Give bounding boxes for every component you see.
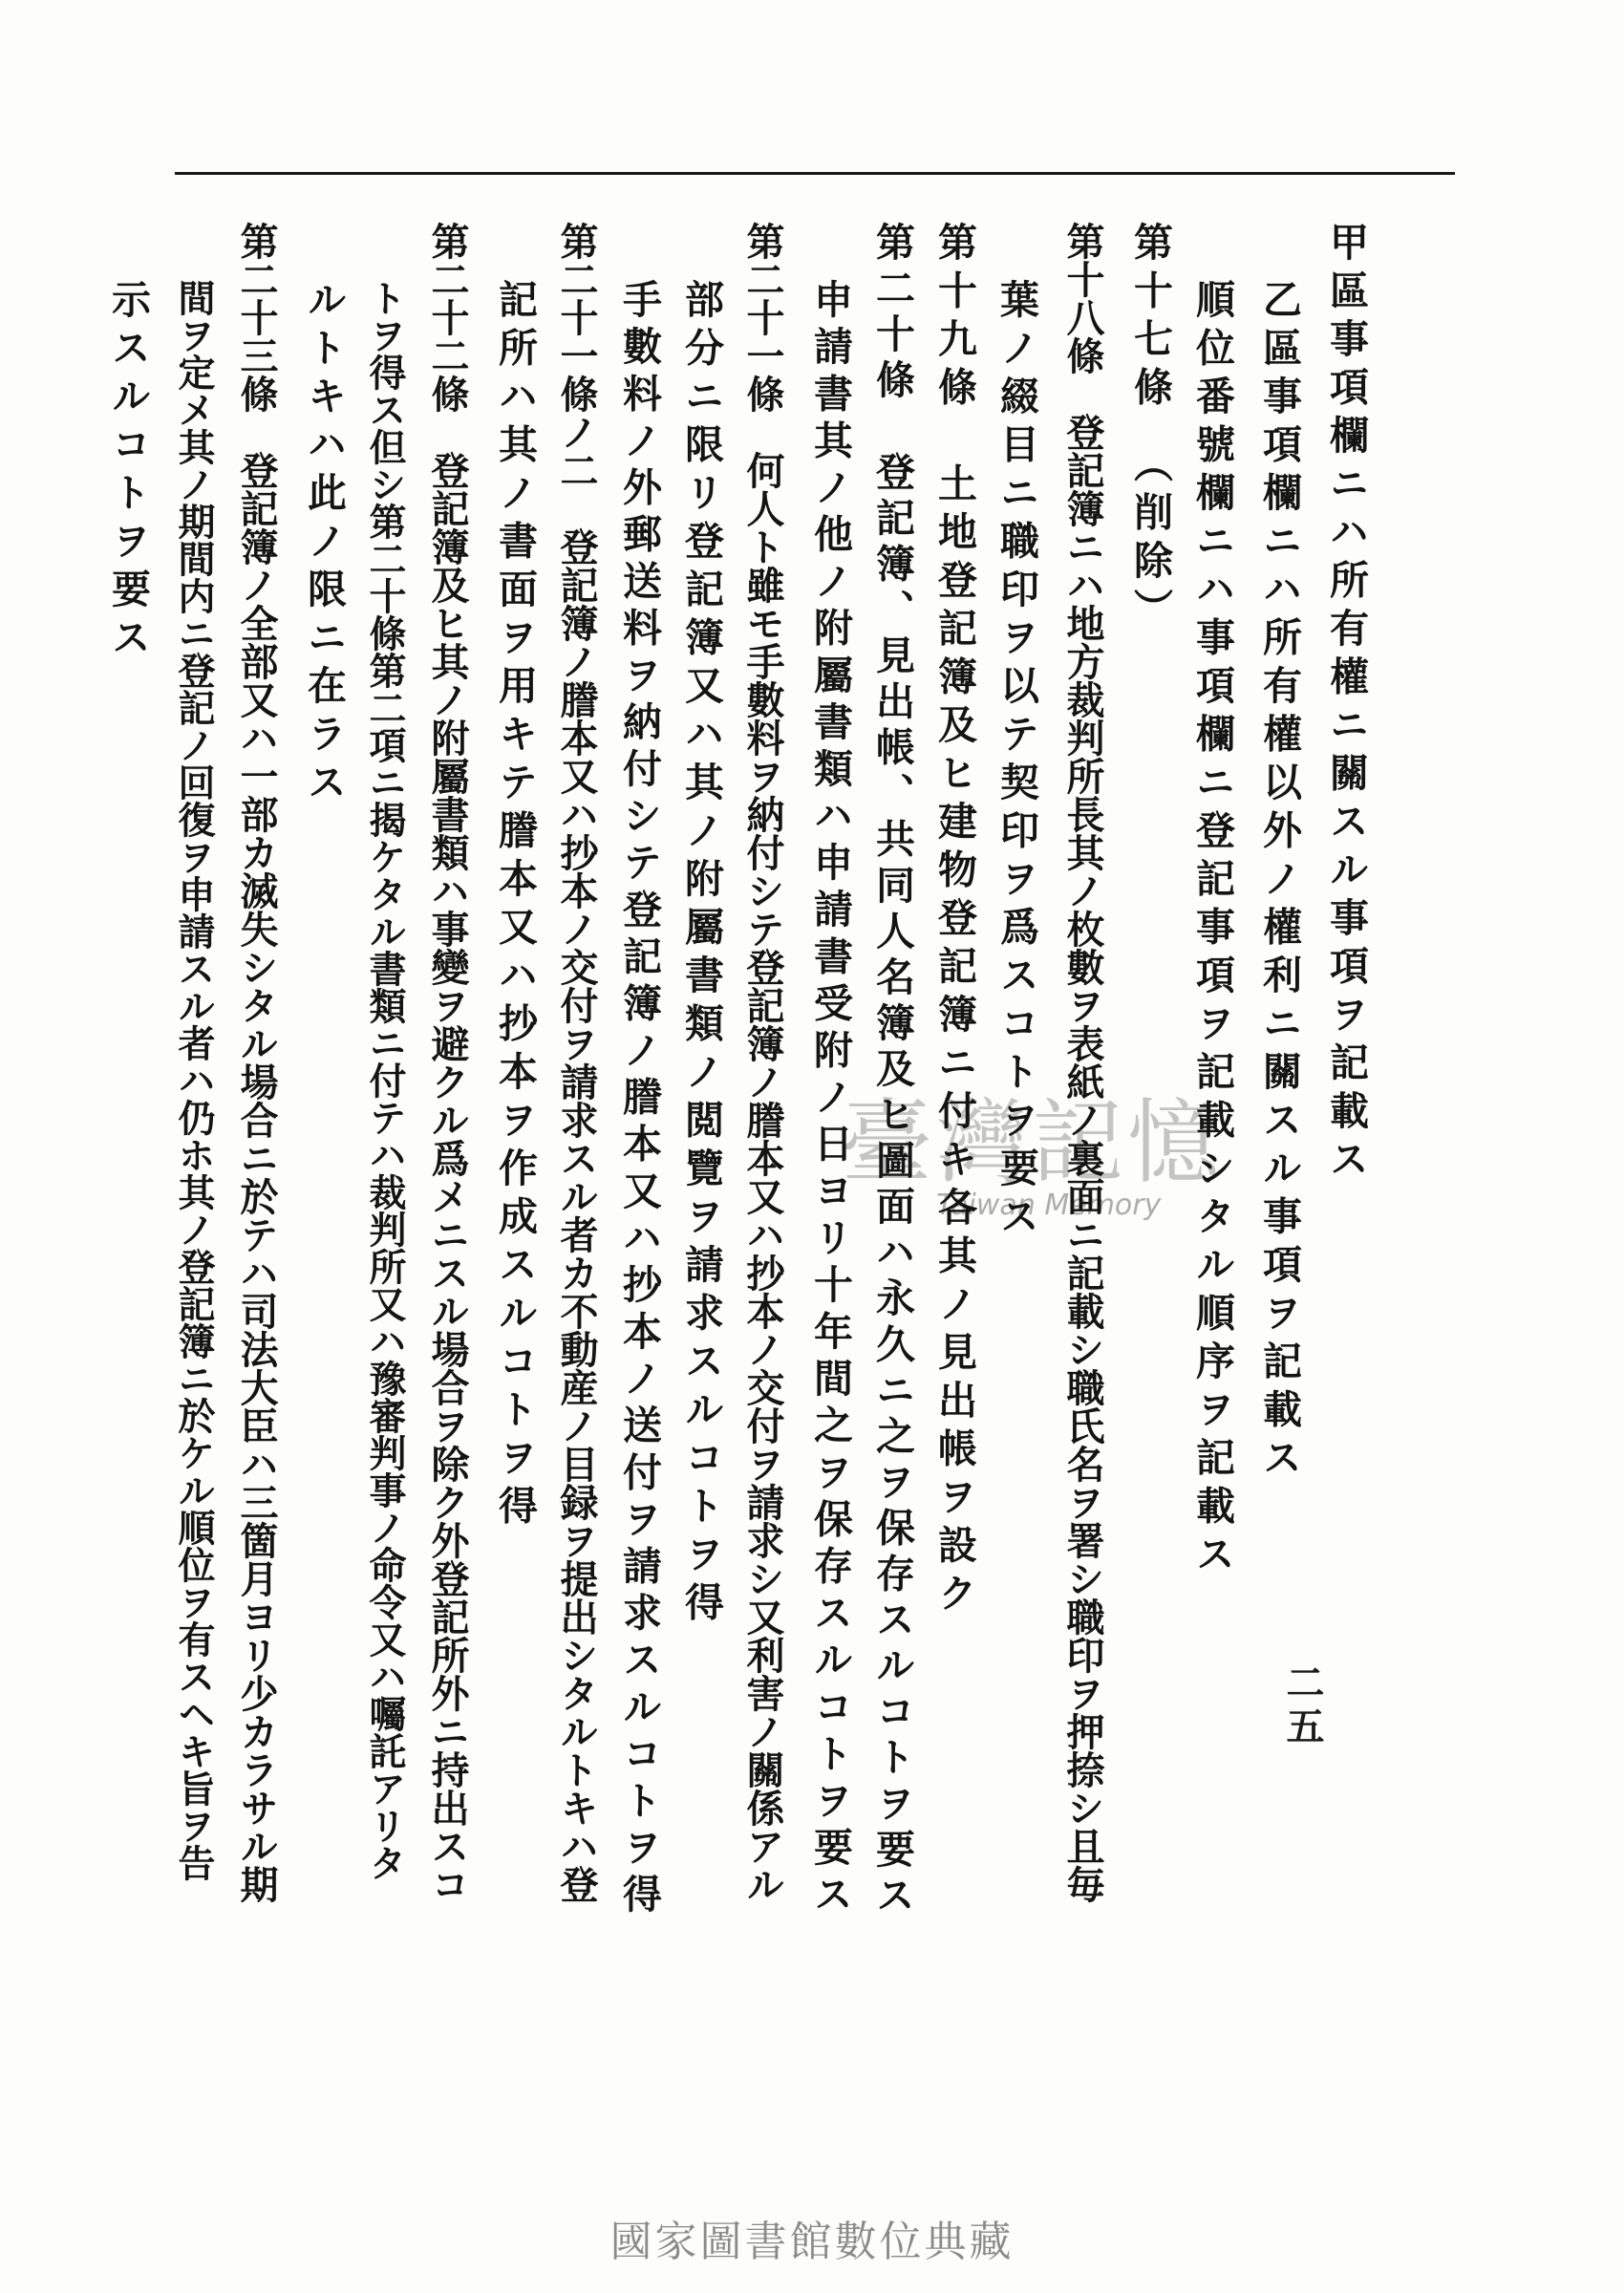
page-number: 二五 [1280, 1662, 1325, 1750]
top-rule [175, 172, 1455, 175]
text-line-8: 第二十條 登記簿、見出帳、共同人名簿及ヒ圖面ハ永久ニ之ヲ保存スルコトヲ要ス [869, 222, 915, 1920]
text-line-18: 第二十三條 登記簿ノ全部又ハ一部カ滅失シタル場合ニ於テハ司法大臣ハ三箇月ヨリ少カラサル期 [234, 222, 279, 1903]
watermark-subtitle: Taiwan Memory [936, 1189, 1162, 1222]
text-line-11: 部分ニ限リ登記簿又ハ其ノ附屬書類ノ閲覽ヲ請求スルコトヲ得 [678, 279, 724, 1630]
text-line-19: 間ヲ定メ其ノ期間内ニ登記ノ回復ヲ申請スル者ハ仍ホ其ノ登記簿ニ於ケル順位ヲ有スヘキ旨ヲ告 [172, 279, 216, 1881]
text-line-13: 第二十一條ノ二 登記簿ノ謄本又ハ抄本ノ交付ヲ請求スル者カ不動産ノ目録ヲ提出シタルトキハ登 [554, 222, 599, 1903]
text-line-17: ルトキハ此ノ限ニ在ラス [301, 279, 347, 810]
text-line-10: 第二十一條 何人ト雖モ手數料ヲ納付シテ登記簿ノ謄本又ハ抄本ノ交付ヲ請求シ又利害ノ關係アル [740, 222, 785, 1903]
text-line-20: 示スルコトヲ要ス [105, 279, 151, 665]
text-line-4: 第十七條 （削除） [1127, 222, 1173, 636]
footer-archive-label: 國家圖書館數位典藏 [609, 2218, 1015, 2266]
text-line-16: トヲ得ス但シ第二十條第二項ニ揭ケタル書類ニ付テハ裁判所又ハ豫審判事ノ命令又ハ囑託アリタ [363, 279, 407, 1881]
text-line-9: 申請書其ノ他ノ附屬書類ハ申請書受附ノ日ヨリ十年間之ヲ保存スルコトヲ要ス [807, 279, 853, 1921]
text-line-12: 手數料ノ外郵送料ヲ納付シテ登記簿ノ謄本又ハ抄本ノ送付ヲ請求スルコトヲ得 [616, 279, 662, 1921]
text-line-3: 順位番號欄ニハ事項欄ニ登記事項ヲ記載シタル順序ヲ記載ス [1189, 279, 1235, 1582]
text-line-6: 葉ノ綴目ニ職印ヲ以テ契印ヲ爲スコトヲ要ス [994, 279, 1039, 1244]
text-line-1: 甲區事項欄ニハ所有權ニ關スル事項ヲ記載ス [1323, 222, 1369, 1187]
text-line-15: 第二十二條 登記簿及ヒ其ノ附屬書類ハ事變ヲ避クル爲メニスル場合ヲ除ク外登記所外ニ持出スコ [425, 222, 470, 1903]
watermark-mark: 臺灣記憶 [841, 1089, 1223, 1196]
text-line-2: 乙區事項欄ニハ所有權以外ノ權利ニ關スル事項ヲ記載ス [1256, 279, 1302, 1486]
text-line-5: 第十八條 登記簿ニハ地方裁判所長其ノ枚數ヲ表紙ノ裏面ニ記載シ職氏名ヲ署シ職印ヲ押捺シ且毎 [1060, 222, 1105, 1903]
text-line-14: 記所ハ其ノ書面ヲ用キテ謄本又ハ抄本ヲ作成スルコトヲ得 [492, 279, 538, 1533]
text-line-7: 第十九條 土地登記簿及ヒ建物登記簿ニ付キ各其ノ見出帳ヲ設ク [931, 222, 977, 1621]
